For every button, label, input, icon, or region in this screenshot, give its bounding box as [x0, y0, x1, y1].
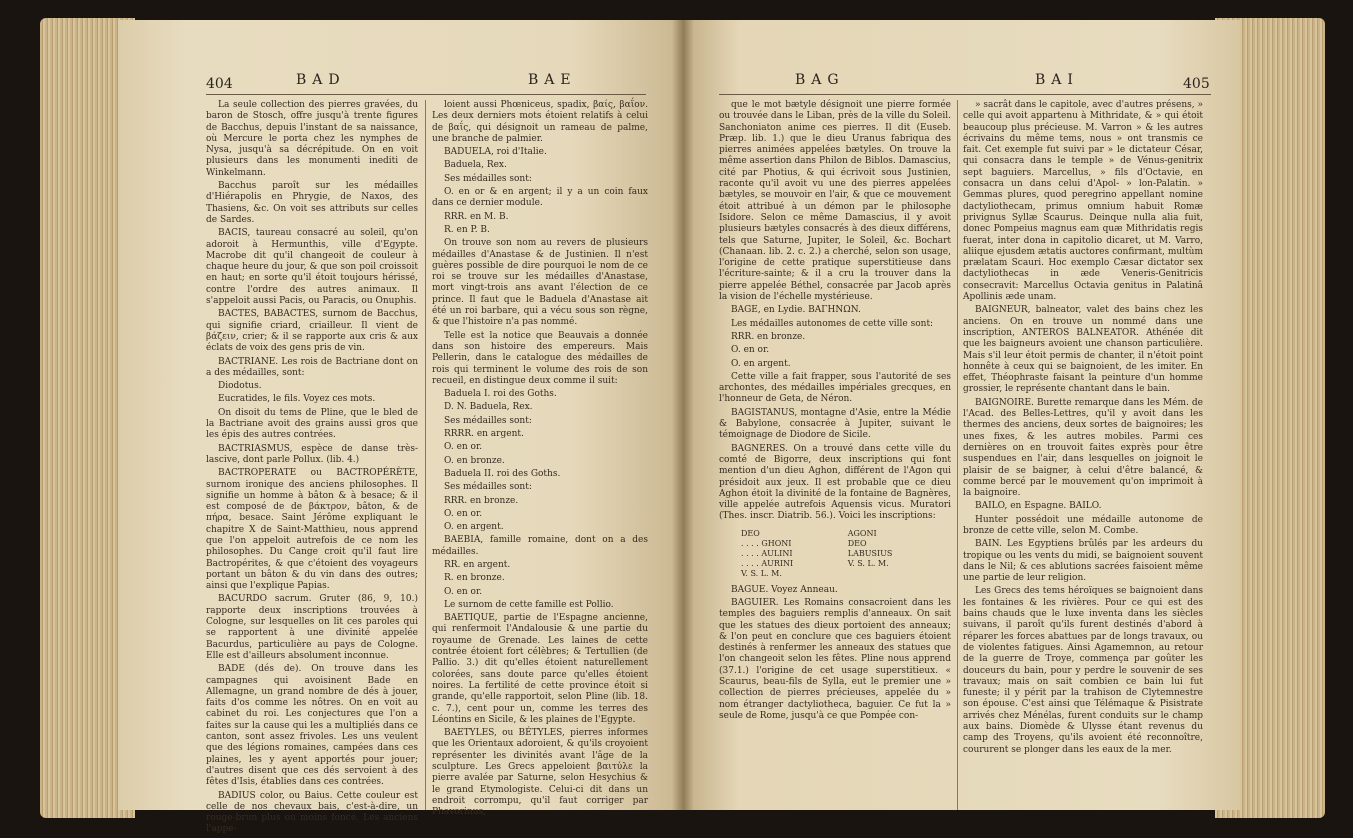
- right-page-number: 405: [1183, 76, 1210, 92]
- text-paragraph: La seule collection des pierres gravées, du baron de Stosch, offre jusqu'à trente figures de Bacchus, depuis l'instant de sa naissance, où Mercure le porta chez les nymphes de Nysa, jusqu'à sa décrépitude. On en voit plusieurs dans les monumenti inediti de Winkelmann.: [206, 100, 418, 178]
- text-paragraph: D. N. Baduela, Rex.: [444, 402, 533, 413]
- text-paragraph: Eucratides, le fils. Voyez ces mots.: [218, 394, 376, 405]
- text-paragraph: Les médailles autonomes de cette ville sont:: [731, 318, 934, 329]
- text-paragraph: Ses médailles sont:: [444, 482, 532, 493]
- right-header-rule: [719, 94, 1211, 95]
- text-paragraph: BAIN. Les Egyptiens brûlés par les ardeurs du tropique ou les vents du midi, se baignoient souvent dans le Nil; & ces ablutions sacrées faisoient même une partie de leur religion.: [963, 539, 1203, 584]
- text-paragraph: Les Grecs des tems héroïques se baignoient dans les fontaines & les rivières. Pour ce qui est des bains chauds que le luxe inventa dans les siècles suivans, il paroît qu'ils furent destinés d'abord à réparer les forces abattues par de longs travaux, ou de violentes fatigues. Ainsi Agamemnon, au retour de la guerre de Troye, commença par goûter les douceurs du bain, pour y perdre le souvenir de ses travaux; mais on sait combien ce bain lui fut funeste; il y périt par la trahison de Clytemnestre son épouse. C'est ainsi que Télémaque & Pisistrate arrivés chez Ménélas, furent conduits sur le champ aux bains. Diomède & Ulysse étant revenus du camp des Troyens, qu'ils avoient été reconnoître, coururent se plonger dans les eaux de la mer.: [963, 586, 1203, 755]
- text-paragraph: Le surnom de cette famille est Pollio.: [444, 599, 614, 610]
- text-paragraph: O. en or.: [731, 345, 770, 356]
- text-paragraph: Ses médailles sont:: [444, 415, 532, 426]
- text-paragraph: BADIUS color, ou Baius. Cette couleur est celle de nos chevaux bais, c'est-à-dire, un rouge-brun plus ou moins foncé. Les anciens l'appe-: [206, 790, 418, 835]
- text-paragraph: BAGISTANUS, montagne d'Asie, entre la Médie & Babylone, consacrée à Jupiter, suivant le témoignage de Diodore de Sicile.: [719, 407, 951, 441]
- inscriptions-table: [737, 529, 951, 579]
- text-paragraph: BACTRIASMUS, espèce de danse très-lascive, dont parle Pollux. (lib. 4.): [206, 443, 418, 465]
- right-column-2: [963, 100, 1203, 758]
- text-paragraph: BAGNERES. On a trouvé dans cette ville du comté de Bigorre, deux inscriptions qui font mention d'un dieu Aghon, différent de l'Agon qui présidoit aux jeux. Il est probable que ce dieu Aghon étoit la divinité de la fontaine de Bagnères, ville appelée autrefois Aquensis vicus. Muratori (Thes. inscr. Diatrib. 56.). Voici les inscriptions:: [719, 443, 951, 522]
- right-header-right: BAI: [1035, 72, 1079, 88]
- text-paragraph: O. en or.: [444, 586, 483, 597]
- text-paragraph: BACIS, taureau consacré au soleil, qu'on adoroit à Hermunthis, ville d'Egypte. Macrobe dit qu'il changeoit de couleur à chaque heure du jour, & que son poil croissoit en haut; en sorte qu'il étoit toujours hérissé, contre l'ordre des autres animaux. Il s'appeloit aussi Pacis, ou Paracis, ou Onuphis.: [206, 228, 418, 307]
- inscription-right-line: DEO: [847, 538, 867, 548]
- text-paragraph: BAGUE. Voyez Anneau.: [731, 584, 838, 595]
- text-paragraph: loient aussi Phœniceus, spadix, βαίς, βαΐον. Les deux derniers mots étoient relatifs à celui de βαΐς, qui désignoit un rameau de palme, une branche de palmier.: [432, 100, 648, 144]
- inscription-left-line: . . . . AURINI: [741, 558, 794, 568]
- text-paragraph: BACTES, BABACTES, surnom de Bacchus, qui signifie criard, criailleur. Il vient de βάζειν, crier; & il se rapporte aux cris & aux éclats de voix des gens pris de vin.: [206, 309, 418, 354]
- inscription-left-line: . . . . AULINI: [741, 548, 793, 558]
- text-paragraph: On trouve son nom au revers de plusieurs médailles d'Anastase & de Justinien. Il n'est guères possible de dire pourquoi le nom de ce roi se trouve sur les médailles d'Anastase, mort vingt-trois ans avant l'élection de ce prince. Il faut que le Baduela d'Anastase ait été un roi barbare, qui a vécu sous son règne, & que l'histoire n'a pas nommé.: [432, 238, 648, 328]
- text-paragraph: BAILO, en Espagne. BAILO.: [975, 501, 1102, 512]
- left-page-number: 404: [206, 76, 233, 92]
- text-paragraph: Cette ville a fait frapper, sous l'autorité de ses archontes, des médailles impériales grecques, en l'honneur de Geta, de Néron.: [719, 371, 951, 405]
- text-paragraph: RRRR. en argent.: [444, 429, 524, 440]
- right-column-1: [719, 100, 951, 724]
- text-paragraph: O. en bronze.: [444, 455, 505, 466]
- text-paragraph: BAETIQUE, partie de l'Espagne ancienne, qui renfermoit l'Andalousie & une partie du royaume de Grenade. Les laines de cette contrée étoient fort célèbres; & Tertullien (de Pallio. 3.) dit qu'elles étoient naturellement colorées, sans doute parce qu'elles étoient noires. La fertilité de cette province étoit si grande, qu'elle rapportoit, selon Pline (lib. 18. c. 7.), cent pour un, comme les terres des Léontins en Sicile, & les plaines de l'Egypte.: [432, 613, 648, 725]
- left-header-right: BAE: [528, 72, 577, 88]
- text-paragraph: BADE (dés de). On trouve dans les campagnes qui avoisinent Bade en Allemagne, un grand nombre de dés à jouer, faits d'os comme les nôtres. On en voit au cabinet du roi. Les conjectures que l'on a faites sur la cause qui les a multipliés dans ce canton, sont assez frivoles. Les uns veulent que des légions romaines, campées dans ces plaines, les y ayent apportés pour jouer; d'autres disent que ces dés servoient à des fêtes d'Isis, établies dans ces contrées.: [206, 664, 418, 788]
- text-paragraph: BACTRIANE. Les rois de Bactriane dont on a des médailles, sont:: [206, 356, 418, 378]
- text-paragraph: BAIGNEUR, balneator, valet des bains chez les anciens. On en trouve un nommé dans une inscription, ANTEROS BALNEATOR. Athénée dit que les baigneurs avoient une chanson particulière. Mais s'il leur étoit permis de chanter, il n'étoit point honnête à ceux qui se baignoient, de les imiter. En effet, Théophraste faisant la peinture d'un homme grossier, le représente chantant dans le bain.: [963, 305, 1203, 395]
- text-paragraph: Hunter possédoit une médaille autonome de bronze de cette ville, selon M. Combe.: [963, 514, 1203, 536]
- text-paragraph: Baduela II. roi des Goths.: [444, 468, 561, 479]
- inscription-right-line: AGONI: [847, 528, 877, 538]
- text-paragraph: » sacrât dans le capitole, avec d'autres présens, » celle qui avoit appartenu à Mithridate, & » qui étoit beaucoup plus précieuse. M. Varron » & les autres écrivains du même tems, nous » ont transmis ce fait. Cet exemple fut suivi par » le dictateur César, qui consacra dans le temple » de Vénus-genitrix sept baguiers. Marcellus, » fils d'Octavie, en consacra un dans celui d'Apol- » lon-Palatin. » Gemmas plures, quod peregrino appellant nomine dactyliothecam, primus omnium habuit Romæ privignus Syllæ Scaurus. Deinque nulla alia fuit, donec Pompeius magnus eam quæ Mithridatis regis fuerat, inter dona in capitolio dicaret, ut M. Varro, aliique ejusdem ætatis auctores confirmant, multùm prælatam Scauri. Hoc exemplo Cæsar dictator sex dactyliothecas in æde Veneris-Genitricis consecravit: Marcellus Octavia genitus in Palatinâ Apollinis æde unam.: [963, 100, 1203, 303]
- left-column-divider: [425, 100, 426, 810]
- text-paragraph: BAIGNOIRE. Burette remarque dans les Mém. de l'Acad. des Belles-Lettres, qu'il y avoit dans les thermes des anciens, deux sortes de baignoires; les unes fixes, & les autres mobiles. Parmi ces dernières on en trouvoit faites exprès pour être suspendues en l'air, dans lesquelles on joignoit le plaisir de se baigner, à celui d'être balancé, & comme bercé par le mouvement qu'on imprimoit à la baignoire.: [963, 397, 1203, 499]
- text-paragraph: Baduela I. roi des Goths.: [444, 389, 557, 400]
- inscription-right-line: [844, 569, 937, 579]
- inscription-right-line: LABUSIUS: [847, 548, 893, 558]
- text-paragraph: O. en or & en argent; il y a un coin faux dans ce dernier module.: [432, 187, 648, 209]
- text-paragraph: Bacchus paroît sur les médailles d'Hiérapolis en Phrygie, de Naxos, des Thasiens, &c. On voit ses attributs sur celles de Sardes.: [206, 181, 418, 225]
- text-paragraph: O. en argent.: [731, 358, 791, 369]
- text-paragraph: Diodotus.: [218, 381, 262, 392]
- text-paragraph: RRR. en bronze.: [731, 331, 806, 342]
- left-page: [118, 20, 683, 835]
- text-paragraph: BACURDO sacrum. Gruter (86, 9, 10.) rapporte deux inscriptions trouvées à Cologne, sur lesquelles on lit ces paroles qui se rapportent à une divinité appelée Bacurdus, particulière au pays de Cologne. Elle est d'ailleurs absolument inconnue.: [206, 594, 418, 661]
- inscription-left-line: DEO: [741, 528, 760, 538]
- text-paragraph: Ses médailles sont:: [444, 173, 532, 184]
- inscription-right-line: V. S. L. M.: [847, 558, 889, 568]
- left-column-1: [206, 100, 418, 838]
- text-paragraph: O. en or.: [444, 508, 483, 519]
- text-paragraph: BAGE, en Lydie. BAΓHNΩN.: [731, 305, 861, 316]
- text-paragraph: BAEBIA, famille romaine, dont on a des médailles.: [432, 535, 648, 557]
- book-gutter: [672, 20, 694, 810]
- text-paragraph: BADUELA, roi d'Italie.: [444, 147, 547, 158]
- inscription-left-line: V. S. L. M.: [741, 568, 782, 578]
- text-paragraph: RR. en argent.: [444, 559, 511, 570]
- inscription-left-line: . . . . GHONI: [741, 538, 792, 548]
- text-paragraph: R. en bronze.: [444, 573, 505, 584]
- right-header-left: BAG: [795, 72, 845, 88]
- text-paragraph: RRR. en M. B.: [444, 211, 509, 222]
- right-page: [683, 20, 1240, 810]
- text-paragraph: Baduela, Rex.: [444, 160, 507, 171]
- text-paragraph: RRR. en bronze.: [444, 495, 519, 506]
- text-paragraph: BAETYLES, ou BÉTYLES, pierres informes que les Orientaux adoroient, & qu'ils croyoient représenter les divinités avant l'âge de la sculpture. Les Grecs appeloient βαιτύλε la pierre avalée par Saturne, selon Hesychius & le grand Etymologiste. Celui-ci dit dans un endroit corrompu, qu'il faut corriger par Phavorinus,: [432, 728, 648, 818]
- text-paragraph: On disoit du tems de Pline, que le bled de la Bactriane avoit des grains aussi gros que les épis des autres contrées.: [206, 407, 418, 441]
- text-paragraph: BACTROPERATE ou BACTROPÉRÈTE, surnom ironique des anciens philosophes. Il signifie un homme à bâton & à besace; & il est composé de de βάκτρον, bâton, & de πήρα, besace. Saint Jérôme expliquant le chapitre X de Saint-Matthieu, nous apprend que l'on appeloit autrefois de ce nom les philosophes. Du Cange croit qu'il faut lire Bactropérites, & que c'étoient des voyageurs portant un bâton & du vin dans des outres; ainsi que l'explique Papias.: [206, 468, 418, 592]
- text-paragraph: O. en argent.: [444, 522, 504, 533]
- text-paragraph: BAGUIER. Les Romains consacroient dans les temples des baguiers remplis d'anneaux. On sait que les statues des dieux portoient des anneaux; & l'on peut en conclure que ces baguiers étoient destinés à renfermer les anneaux des statues que l'on changeoit selon les fêtes. Pline nous apprend (37.1.) l'origine de cet usage superstitieux. « Scaurus, beau-fils de Sylla, eut le premier une » collection de pierres précieuses, appelée du » nom étranger dactyliotheca, baguier. Ce fut la » seule de Rome, jusqu'à ce que Pompée con-: [719, 597, 951, 721]
- left-header-rule: [206, 94, 646, 95]
- text-paragraph: Telle est la notice que Beauvais a donnée dans son histoire des empereurs. Mais Pellerin, dans le catalogue des médailles de rois qui terminent le volume des rois de son recueil, en distingue deux comme il suit:: [432, 330, 648, 386]
- text-paragraph: O. en or.: [444, 442, 483, 453]
- text-paragraph: R. en P. B.: [444, 224, 490, 235]
- left-column-2: [432, 100, 648, 821]
- right-column-divider: [957, 100, 958, 810]
- text-paragraph: que le mot bætyle désignoit une pierre formée ou trouvée dans le Liban, près de la ville du Soleil. Sanchoniaton anime ces pierres. Il dit (Euseb. Præp. lib. 1.) que le dieu Uranus fabriqua des pierres animées appelées bætyles. On trouve la même assertion dans Philon de Biblos. Damascius, cité par Photius, & qui écrivoit sous Justinien, raconte qu'il avoit vu une des pierres appelées bætyles, se mouvoir en l'air, & que ce mouvement étoit attribué à un démon par le philosophe Isidore. Selon ce même Damascius, il y avoit plusieurs bætyles consacrés à des dieux différens, tels que Saturne, Jupiter, le Soleil, &c. Bochart (Chanaan. lib. 2. c. 2.) a cherché, selon son usage, l'origine de cette pratique superstitieuse dans l'écriture-sainte; & il a cru la trouver dans la pierre appelée Béthel, consacrée par Jacob après la vision de l'échelle mystérieuse.: [719, 100, 951, 303]
- left-header-left: BAD: [296, 72, 346, 88]
